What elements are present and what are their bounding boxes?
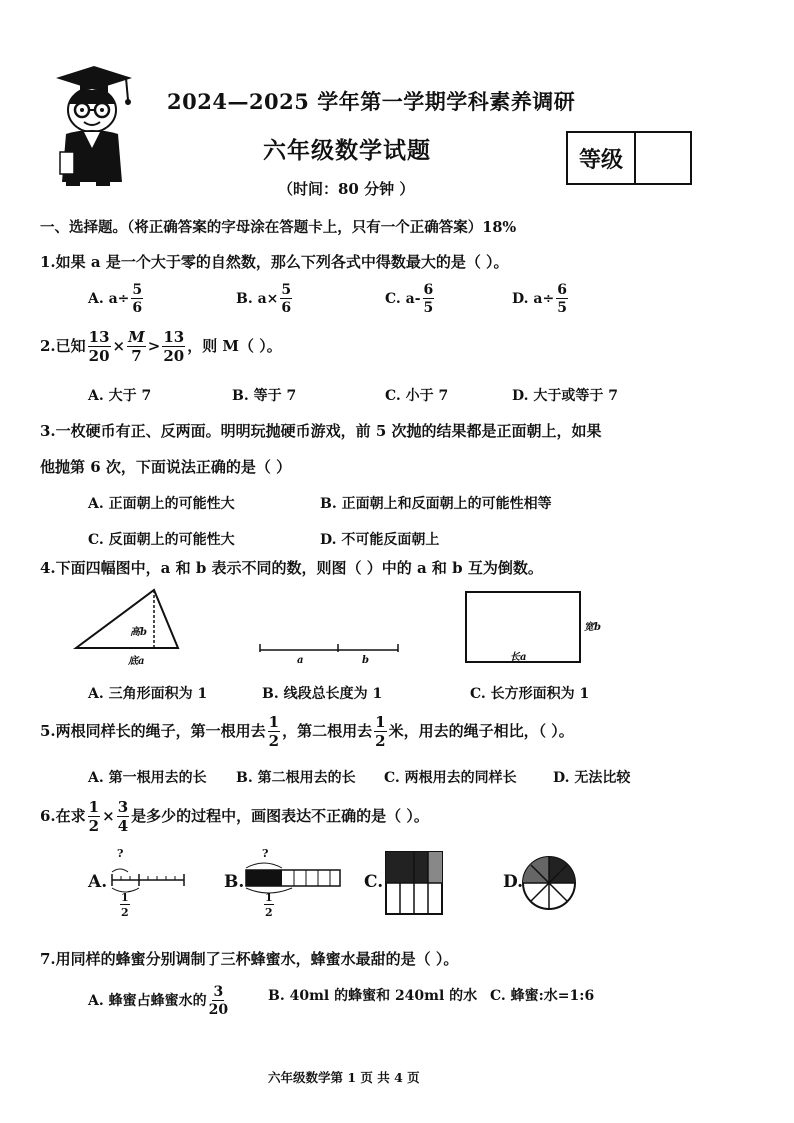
q1-option-c[interactable] bbox=[385, 283, 436, 315]
q7-stem: 7.用同样的蜂蜜分别调制了三杯蜂蜜水，蜂蜜水最甜的是（ ）。 bbox=[40, 950, 459, 968]
q3-stem-line2: 他抛第 6 次，下面说法正确的是（ ） bbox=[40, 458, 292, 476]
q1-option-b-prefix: B. a× bbox=[236, 291, 279, 307]
mascot-illustration bbox=[46, 64, 136, 189]
q6-figure-b-num: 1 bbox=[265, 891, 273, 904]
q2-gt: > bbox=[147, 337, 161, 355]
q1-option-d-den: 5 bbox=[557, 300, 567, 316]
q4-triangle-height-label: 高b bbox=[130, 627, 147, 638]
q6-option-c-label[interactable]: C. bbox=[364, 872, 384, 892]
q6-option-b-label[interactable]: B. bbox=[224, 872, 245, 892]
section-heading: 一、选择题。（将正确答案的字母涂在答题卡上，只有一个正确答案）18% bbox=[40, 219, 517, 236]
q3-option-b[interactable]: B. 正面朝上和反面朝上的可能性相等 bbox=[320, 496, 552, 512]
q6-figure-b bbox=[244, 852, 344, 912]
q4-option-b[interactable]: B. 线段总长度为 1 bbox=[262, 686, 383, 702]
q7-option-a-num: 3 bbox=[213, 984, 224, 1000]
q1-option-c-den: 5 bbox=[423, 300, 434, 316]
q5-option-b[interactable]: B. 第二根用去的长 bbox=[236, 770, 356, 786]
q2-suffix: ，则 M（ ）。 bbox=[187, 337, 282, 355]
q4-segment-figure bbox=[258, 640, 403, 660]
exam-subtitle: 六年级数学试题 bbox=[263, 137, 431, 164]
q4-rect-width-label: 宽b bbox=[584, 622, 601, 633]
q6-f2-num: 3 bbox=[117, 798, 129, 816]
q2-prefix: 2.已知 bbox=[40, 337, 86, 355]
q2-f3-den: 20 bbox=[163, 347, 185, 365]
q1-stem: 1.如果 a 是一个大于零的自然数，那么下列各式中得数最大的是（ ）。 bbox=[40, 253, 509, 271]
time-note: （时间：80 分钟 ） bbox=[278, 180, 415, 198]
grade-label: 等级 bbox=[568, 133, 636, 183]
q2-option-d[interactable]: D. 大于或等于 7 bbox=[512, 388, 619, 404]
q2-option-c[interactable]: C. 小于 7 bbox=[385, 388, 449, 404]
q6-f1-num: 1 bbox=[88, 798, 100, 816]
q5-option-d[interactable]: D. 无法比较 bbox=[553, 770, 631, 786]
q7-option-a[interactable] bbox=[88, 985, 230, 1017]
q6-option-d-label[interactable]: D. bbox=[503, 872, 524, 892]
q1-option-a-num: 5 bbox=[132, 282, 143, 298]
q6-figure-c bbox=[384, 850, 446, 918]
q6-figure-b-question: ? bbox=[262, 847, 269, 860]
q6-option-a-label[interactable]: A. bbox=[88, 872, 108, 892]
q1-option-a-prefix: A. a÷ bbox=[88, 291, 130, 307]
q7-option-c[interactable]: C. 蜂蜜:水=1:6 bbox=[490, 988, 595, 1004]
q1-option-a[interactable] bbox=[88, 283, 145, 315]
q5-f2-num: 1 bbox=[375, 713, 386, 731]
q5-f1-den: 2 bbox=[268, 732, 280, 750]
q1-option-b-num: 5 bbox=[281, 282, 292, 298]
q2-f2-num: M bbox=[128, 328, 145, 346]
q6-times: × bbox=[102, 807, 115, 825]
q1-option-b-den: 6 bbox=[281, 300, 292, 316]
q5-part3: 米，用去的绳子相比，（ ）。 bbox=[388, 722, 574, 740]
q3-stem-line1: 3.一枚硬币有正、反两面。明明玩抛硬币游戏，前 5 次抛的结果都是正面朝上，如果 bbox=[40, 422, 602, 440]
q4-option-c[interactable]: C. 长方形面积为 1 bbox=[470, 686, 590, 702]
q6-part1: 6.在求 bbox=[40, 807, 86, 825]
q6-figure-a-question: ? bbox=[117, 847, 124, 860]
q2-f3-num: 13 bbox=[163, 328, 185, 346]
q7-option-a-prefix: A. 蜂蜜占蜂蜜水的 bbox=[88, 993, 207, 1009]
q4-segment-b-label: b bbox=[362, 655, 369, 666]
q4-triangle-base-label: 底a bbox=[128, 656, 145, 667]
q1-option-a-den: 6 bbox=[132, 300, 143, 316]
q2-f2-den: 7 bbox=[131, 347, 142, 365]
q1-option-b[interactable] bbox=[236, 283, 294, 315]
q5-stem bbox=[40, 715, 574, 749]
q2-stem bbox=[40, 330, 282, 364]
q1-option-d-num: 6 bbox=[557, 282, 567, 298]
q5-option-c[interactable]: C. 两根用去的同样长 bbox=[384, 770, 517, 786]
q1-option-c-num: 6 bbox=[423, 282, 434, 298]
q2-times: × bbox=[112, 337, 126, 355]
q1-option-d-prefix: D. a÷ bbox=[512, 291, 555, 307]
q2-f1-num: 13 bbox=[88, 328, 110, 346]
grade-value-field[interactable] bbox=[636, 133, 690, 183]
q6-figure-b-den: 2 bbox=[265, 906, 273, 919]
q6-figure-a-den: 2 bbox=[121, 906, 129, 919]
q6-f1-den: 2 bbox=[88, 817, 100, 835]
page-footer: 六年级数学第 1 页 共 4 页 bbox=[268, 1070, 420, 1085]
q4-stem: 4.下面四幅图中，a 和 b 表示不同的数，则图（ ）中的 a 和 b 互为倒数。 bbox=[40, 559, 543, 577]
q3-option-c[interactable]: C. 反面朝上的可能性大 bbox=[88, 532, 235, 548]
q4-segment-a-label: a bbox=[297, 655, 304, 666]
q2-option-b[interactable]: B. 等于 7 bbox=[232, 388, 297, 404]
q3-option-a[interactable]: A. 正面朝上的可能性大 bbox=[88, 496, 235, 512]
q5-f1-num: 1 bbox=[268, 713, 280, 731]
q6-figure-a-fraction bbox=[118, 892, 132, 918]
q6-part2: 是多少的过程中，画图表达不正确的是（ ）。 bbox=[131, 807, 429, 825]
q5-option-a[interactable]: A. 第一根用去的长 bbox=[88, 770, 207, 786]
q6-figure-a-num: 1 bbox=[121, 891, 129, 904]
q3-option-d[interactable]: D. 不可能反面朝上 bbox=[320, 532, 440, 548]
grade-box bbox=[566, 131, 692, 185]
exam-title: 2024—2025 学年第一学期学科素养调研 bbox=[167, 89, 576, 114]
q1-option-d[interactable] bbox=[512, 283, 570, 315]
q5-part1: 5.两根同样长的绳子，第一根用去 bbox=[40, 722, 266, 740]
q6-f2-den: 4 bbox=[117, 817, 129, 835]
q2-f1-den: 20 bbox=[88, 347, 110, 365]
q6-figure-d bbox=[521, 855, 577, 911]
q1-option-c-prefix: C. a- bbox=[385, 291, 421, 307]
q4-rect-length-label: 长a bbox=[510, 652, 527, 663]
q2-option-a[interactable]: A. 大于 7 bbox=[88, 388, 152, 404]
q7-option-b[interactable]: B. 40ml 的蜂蜜和 240ml 的水 bbox=[268, 988, 478, 1004]
q7-option-a-den: 20 bbox=[208, 1002, 229, 1018]
q5-f2-den: 2 bbox=[375, 732, 386, 750]
q4-option-a[interactable]: A. 三角形面积为 1 bbox=[88, 686, 208, 702]
q6-figure-b-fraction bbox=[262, 892, 276, 918]
q5-part2: ，第二根用去 bbox=[282, 722, 373, 740]
q6-stem bbox=[40, 800, 429, 834]
